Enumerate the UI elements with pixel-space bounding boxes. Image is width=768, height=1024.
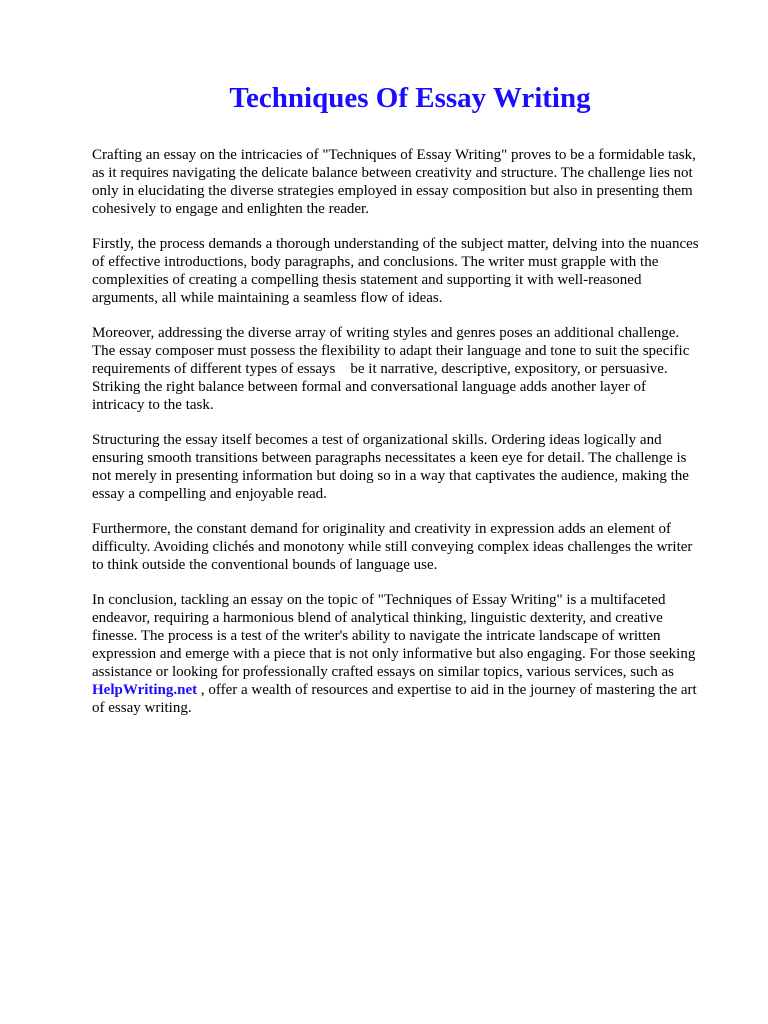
text-line: Furthermore, the constant demand for originality and creativity in expression adds an element of <box>92 521 671 537</box>
text-line: finesse. The process is a test of the writer's ability to navigate the intricate landscape of written <box>92 628 661 644</box>
text-line: ensuring smooth transitions between paragraphs necessitates a keen eye for detail. The challenge is <box>92 450 687 466</box>
text-line: not merely in presenting information but doing so in a way that captivates the audience, making the <box>92 468 689 484</box>
text-line: as it requires navigating the delicate balance between creativity and structure. The challenge lies not <box>92 165 693 181</box>
text-line: cohesively to engage and enlighten the reader. <box>92 201 369 217</box>
text-line: only in elucidating the diverse strategies employed in essay composition but also in presenting them <box>92 183 693 199</box>
text-line: to think outside the conventional bounds of language use. <box>92 557 438 573</box>
text-line: expression and emerge with a piece that is not only informative but also engaging. For those seeking <box>92 646 696 662</box>
text-line: difficulty. Avoiding clichés and monotony while still conveying complex ideas challenges the writer <box>92 539 693 555</box>
paragraph-1 <box>92 146 732 218</box>
link-trailing-text: , offer a wealth of resources and expertise to aid in the journey of mastering the art <box>197 682 697 698</box>
text-line: The essay composer must possess the flexibility to adapt their language and tone to suit the specific <box>92 343 690 359</box>
text-line: assistance or looking for professionally crafted essays on similar topics, various services, such as <box>92 664 674 680</box>
text-line: requirements of different types of essays be it narrative, descriptive, expository, or persuasive. <box>92 361 668 377</box>
text-line: Firstly, the process demands a thorough understanding of the subject matter, delving into the nuances <box>92 236 699 252</box>
paragraph-4 <box>92 431 732 503</box>
text-line: Structuring the essay itself becomes a test of organizational skills. Ordering ideas logically and <box>92 432 662 448</box>
text-line: complexities of creating a compelling thesis statement and supporting it with well-reasoned <box>92 272 642 288</box>
text-line: In conclusion, tackling an essay on the topic of "Techniques of Essay Writing" is a multifaceted <box>92 592 666 608</box>
paragraph-conclusion <box>92 591 732 717</box>
text-line: Striking the right balance between formal and conversational language adds another layer of <box>92 379 646 395</box>
text-line: of effective introductions, body paragraphs, and conclusions. The writer must grapple with the <box>92 254 659 270</box>
text-line: essay a compelling and enjoyable read. <box>92 486 327 502</box>
text-line: Crafting an essay on the intricacies of "Techniques of Essay Writing" proves to be a formidable task, <box>92 147 696 163</box>
text-line: intricacy to the task. <box>92 397 214 413</box>
text-line: endeavor, requiring a harmonious blend of analytical thinking, linguistic dexterity, and creative <box>92 610 663 626</box>
document-body <box>92 146 732 734</box>
paragraph-3 <box>92 324 732 414</box>
paragraph-5 <box>92 520 732 574</box>
text-line-with-link <box>92 681 732 699</box>
text-line: arguments, all while maintaining a seamless flow of ideas. <box>92 290 443 306</box>
paragraph-2 <box>92 235 732 307</box>
helpwriting-link[interactable]: HelpWriting.net <box>92 682 198 698</box>
text-line: Moreover, addressing the diverse array of writing styles and genres poses an additional challenge. <box>92 325 680 341</box>
text-line: of essay writing. <box>92 700 192 716</box>
document-title: Techniques Of Essay Writing <box>229 82 591 114</box>
